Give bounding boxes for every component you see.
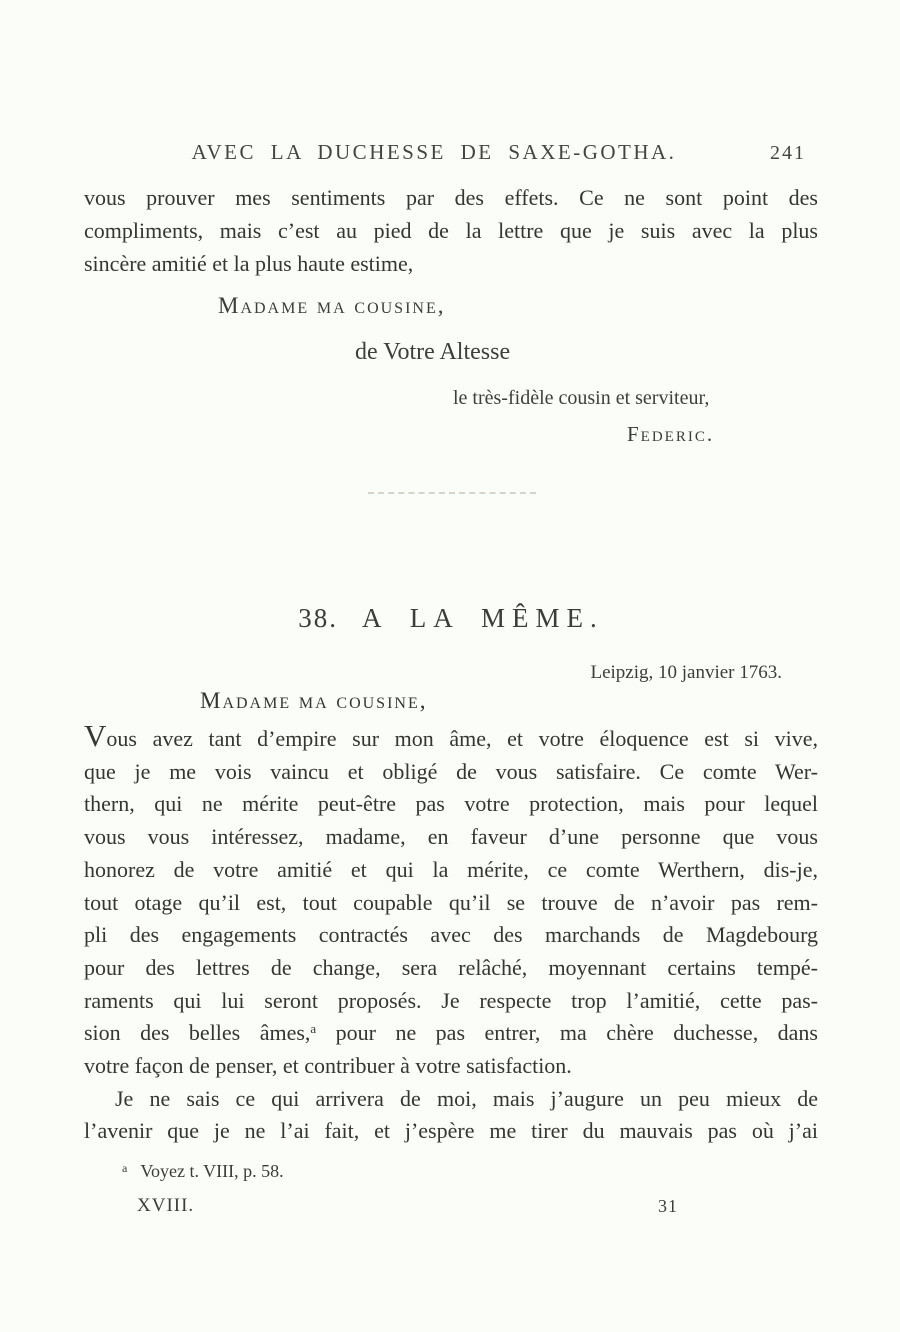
text-line: que je me vois vaincu et obligé de vous satisfaire. Ce comte Wer- (84, 758, 818, 784)
drop-cap: V (84, 718, 107, 753)
footnote-reference: a (310, 1021, 317, 1037)
section-divider (368, 492, 536, 494)
dateline: Leipzig, 10 janvier 1763. (590, 662, 782, 683)
valediction-line-2: le très-fidèle cousin et serviteur, (453, 387, 710, 409)
letter-number: 38. (298, 603, 338, 633)
text-line: thern, qui ne mérite peut-être pas votre protection, mais pour lequel (84, 791, 818, 817)
letter-salutation: Madame ma cousine, (200, 688, 428, 713)
text-line: honorez de votre amitié et qui la mérite, ce comte Werthern, dis-je, (84, 856, 818, 882)
letter-body (84, 718, 818, 1148)
footnote-text: Voyez t. VIII, p. 58. (140, 1161, 284, 1181)
text-line: pli des engagements contractés avec des marchands de Magdebourg (84, 922, 818, 948)
text-line: raments qui lui seront proposés. Je respecte trop l’amitié, cette pas- (84, 987, 818, 1013)
footnote (122, 1161, 284, 1182)
text-line: sincère amitié et la plus haute estime, (84, 251, 414, 277)
letter-heading (84, 603, 818, 634)
text-line-fragment: ous avez tant d’empire sur mon âme, et votre éloquence est si vive, (106, 726, 818, 751)
text-line: l’avenir que je ne l’ai fait, et j’espère me tirer du mauvais pas où j’ai (84, 1118, 818, 1144)
page-number: 241 (770, 142, 806, 164)
footnote-marker: a (122, 1161, 128, 1175)
text-line: vous prouver mes sentiments par des effets. Ce ne sont point des (84, 185, 818, 210)
text-line: compliments, mais c’est au pied de la lettre que je suis avec la plus (84, 218, 818, 244)
text-line: votre façon de penser, et contribuer à votre satisfaction. (84, 1053, 572, 1079)
text-line: vous vous intéressez, madame, en faveur d’une personne que vous (84, 824, 818, 850)
running-header-title: AVEC LA DUCHESSE DE SAXE-GOTHA. (191, 140, 677, 164)
text-line-fragment: sion des belles âmes, (84, 1020, 311, 1046)
valediction-line-1: de Votre Altesse (355, 339, 511, 365)
text-line: pour des lettres de change, sera relâché, moyennant certains tempé- (84, 954, 818, 980)
previous-letter-salutation: Madame ma cousine, (218, 293, 446, 318)
running-header (84, 140, 784, 165)
text-line-fragment: pour ne pas entrer, ma chère duchesse, dans (316, 1020, 818, 1046)
text-line (84, 1017, 818, 1050)
letter-title: A LA MÊME. (361, 603, 604, 633)
text-line (84, 718, 818, 756)
text-line: Je ne sais ce qui arrivera de moi, mais j’augure un peu mieux de (115, 1085, 818, 1111)
signature: Federic. (627, 422, 715, 446)
text-line: tout otage qu’il est, tout coupable qu’il se trouve de n’avoir pas rem- (84, 889, 818, 915)
volume-mark: XVIII. (137, 1195, 195, 1216)
previous-letter-paragraph (84, 181, 818, 281)
sheet-number: 31 (658, 1196, 678, 1216)
